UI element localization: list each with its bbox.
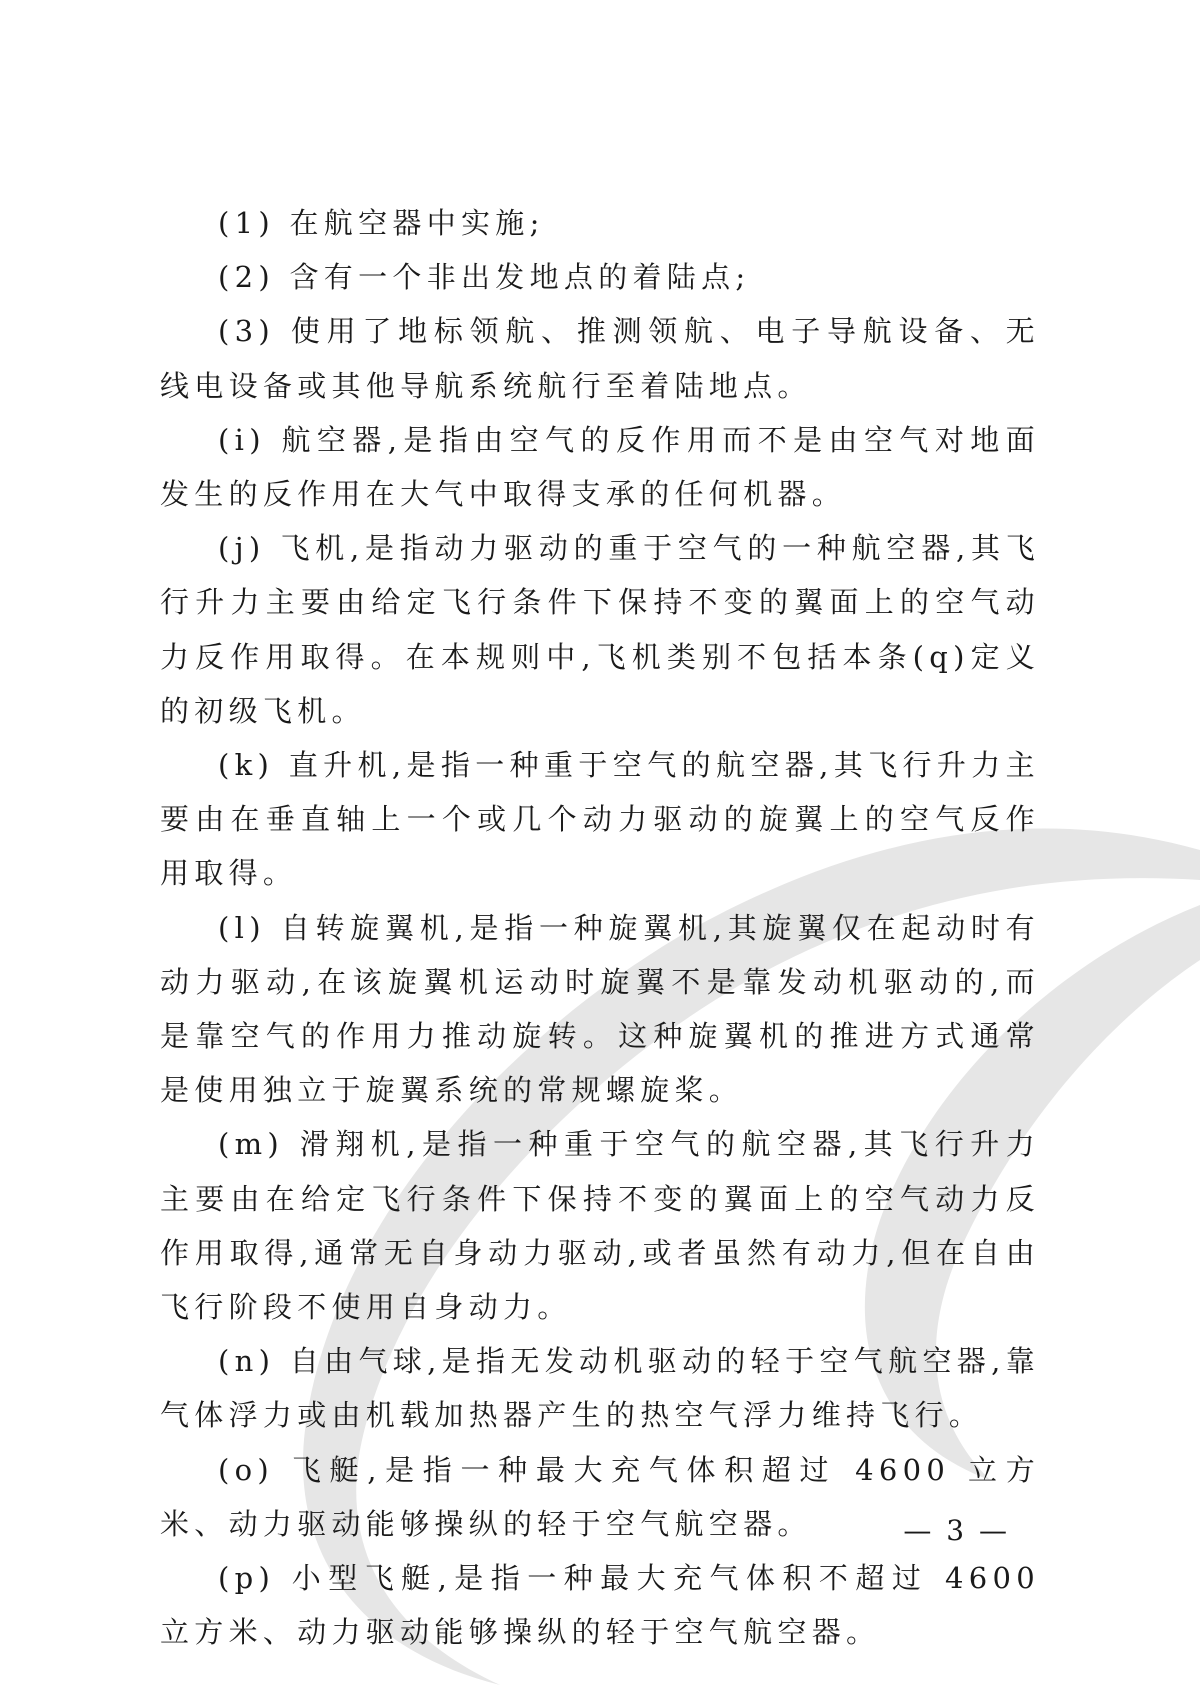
definition-small-airship: (p) 小型飞艇,是指一种最大充气体积不超过 4600 立方米、动力驱动能够操纵的轻于空气航空器。 xyxy=(160,1561,1040,1650)
definition-airship: (o) 飞艇,是指一种最大充气体积超过 4600 立方米、动力驱动能够操纵的轻于空气航空器。 xyxy=(160,1452,1040,1541)
definition-gyroplane: (l) 自转旋翼机,是指一种旋翼机,其旋翼仅在起动时有动力驱动,在该旋翼机运动时旋翼不是靠发动机驱动的,而是靠空气的作用力推动旋转。这种旋翼机的推进方式通常是使用独立于旋翼系统的常规螺旋桨。 xyxy=(160,910,1040,1108)
definition-aircraft: (i) 航空器,是指由空气的反作用而不是由空气对地面发生的反作用在大气中取得支承的任何机器。 xyxy=(160,422,1040,512)
definition-helicopter: (k) 直升机,是指一种重于空气的航空器,其飞行升力主要由在垂直轴上一个或几个动力驱动的旋翼上的空气反作用取得。 xyxy=(160,748,1040,891)
definition-glider: (m) 滑翔机,是指一种重于空气的航空器,其飞行升力主要由在给定飞行条件下保持不变的翼面上的空气动力反作用取得,通常无自身动力驱动,或者虽然有动力,但在自由飞行阶段不使用自身动力。 xyxy=(160,1127,1040,1325)
clause-2: (2) 含有一个非出发地点的着陆点; xyxy=(218,260,751,295)
definition-airplane: (j) 飞机,是指动力驱动的重于空气的一种航空器,其飞行升力主要由给定飞行条件下保持不变的翼面上的空气动力反作用取得。在本规则中,飞机类别不包括本条(q)定义的初级飞机。 xyxy=(160,531,1041,728)
definition-free-balloon: (n) 自由气球,是指无发动机驱动的轻于空气航空器,靠气体浮力或由机载加热器产生的热空气浮力维持飞行。 xyxy=(160,1344,1040,1433)
clause-1: (1) 在航空器中实施; xyxy=(218,206,545,240)
clause-3: (3) 使用了地标领航、推测领航、电子导航设备、无线电设备或其他导航系统航行至着陆地点。 xyxy=(160,314,1040,403)
document-body xyxy=(160,196,1040,1659)
page-number: — 3 — xyxy=(903,1514,1010,1547)
